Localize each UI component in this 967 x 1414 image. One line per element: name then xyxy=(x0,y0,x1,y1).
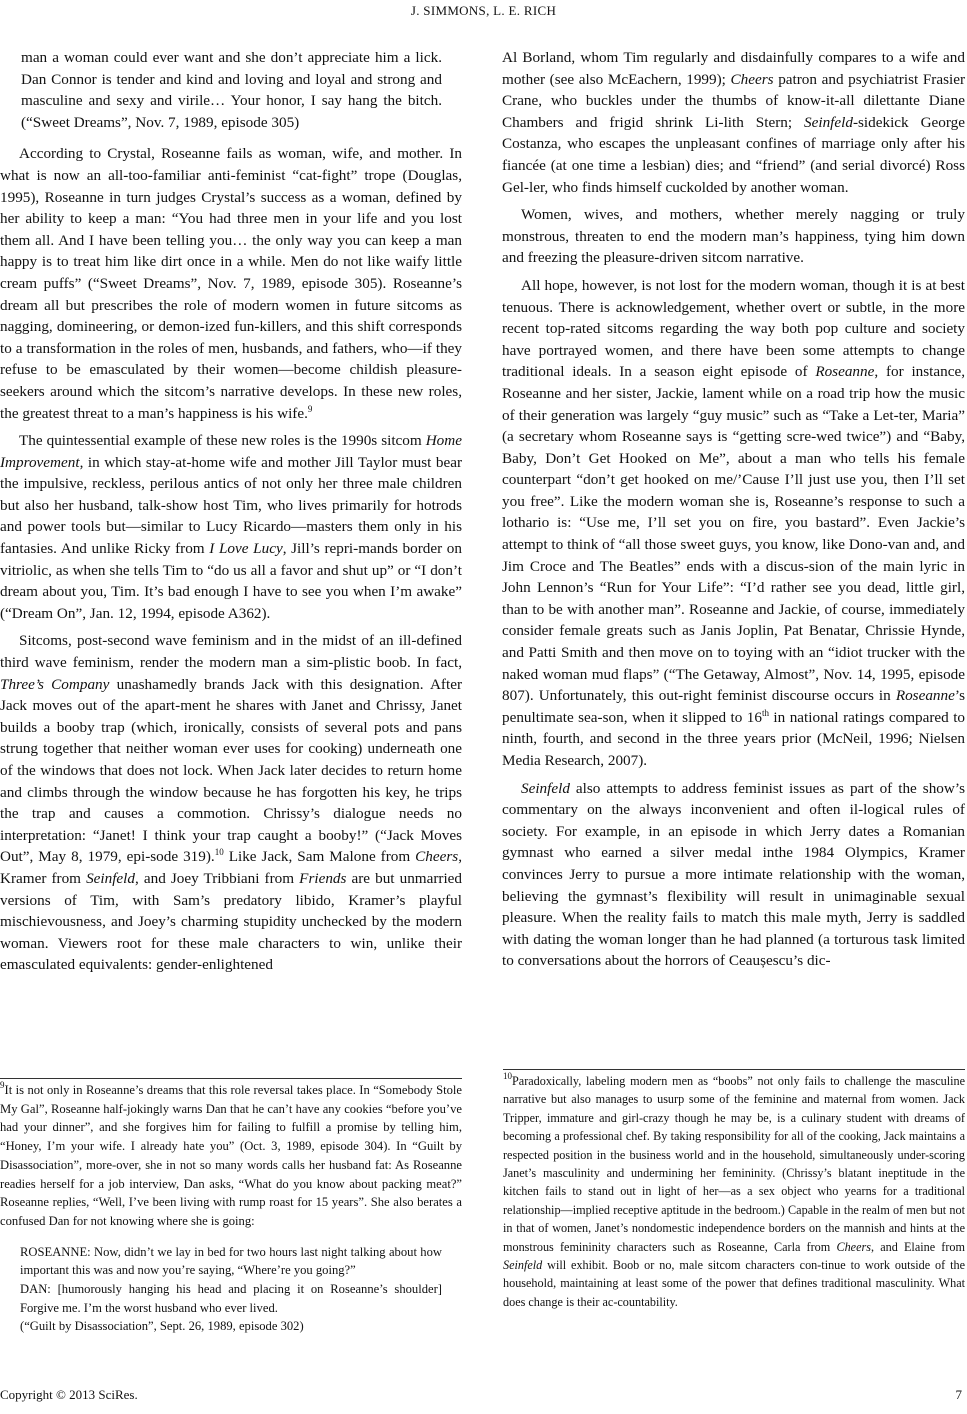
footnote-body: will exhibit. Boob or no, male sitcom characters con-tinue to work outside of the household, maintaining at least some of the power that defines traditional masculinity. What does change is their ac-countability. xyxy=(503,1258,965,1309)
running-head: J. SIMMONS, L. E. RICH xyxy=(410,3,557,18)
show-title: Home Improvement xyxy=(0,432,462,471)
show-title: Seinfeld xyxy=(804,113,853,131)
show-title: Three’s Company xyxy=(0,675,110,693)
show-title: Cheers xyxy=(836,1239,871,1254)
block-quote xyxy=(21,47,442,133)
show-title: Seinfeld xyxy=(521,779,570,797)
show-title: Cheers xyxy=(415,848,459,866)
page-number: 7 xyxy=(955,1387,962,1402)
footnote-ref: 10 xyxy=(214,847,224,858)
paragraph xyxy=(502,204,965,269)
copyright: Copyright © 2013 SciRes. xyxy=(0,1387,138,1402)
footnote-body: It is not only in Roseanne’s dreams that this role reversal takes place. In “Somebody Stole My Gal”, Roseanne half-jokingly warns Dan that he can’t have any cookies “before you’ve had your dinner”, and she forgives him for failing to fulfill a promise by telling him, “Honey, I’m your wife. I already hate you” (Oct. 3, 1989, episode 304). In “Guilt by Disassociation”, more-over, she in not so many words calls her husband fat: As Roseanne readies herself for a job interview, Dan asks, “What do you know about packing meat?” Roseanne replies, “Well, I’ve been living with rump roast for 15 years”. She also berates a confused Dan for not knowing where she is going: xyxy=(0,1083,462,1228)
footnote-9 xyxy=(0,1078,462,1336)
left-column xyxy=(0,47,462,976)
footnote-body: , and Elaine from xyxy=(870,1239,965,1254)
right-column xyxy=(502,47,965,972)
show-title: Roseanne xyxy=(895,687,955,705)
footnote-quote xyxy=(20,1243,442,1337)
ordinal-suffix: th xyxy=(761,707,769,718)
paragraph-text: -sidekick George Costanza, who escapes the unpleasant confines of marriage only after his fiancée (at one time a lesbian) dies; and “friend” (and serial divorcé) Ross Gel-ler, who finds himself cuckolded by another woman. xyxy=(502,113,965,196)
show-title: Roseanne xyxy=(815,363,875,381)
paragraph xyxy=(0,143,462,424)
paragraph-text: According to Crystal, Roseanne fails as woman, wife, and mother. In what is now an all-too-familiar anti-feminist “cat-fight” trope (Douglas, 1995), Roseanne in turn judges Crystal’s success as a woman, defined by her ability to keep a man: “You had three men in your life and you lost them all. And I have been telling you… the only way you can keep a man happy is to treat him like dirt once in a while. Men do not like waify little cream puffs” (“Sweet Dreams”, Nov. 7, 1989, episode 305). Roseanne’s dream all but prescribes the role of modern women in future sitcoms as nagging, domineering, or demon-ized fun-killers, and this shift corresponds to a transformation in the roles of men, husbands, and fathers, who—if they refuse to be emasculated by their women—become childish pleasure-seekers around which the sitcom’s narrative develops. In these new roles, the greatest threat to a man’s happiness is his wife. xyxy=(0,145,462,422)
paragraph xyxy=(0,430,462,624)
paragraph-text: unashamedly brands Jack with this designation. After Jack moves out of the apart-ment he shares with Janet and Chrissy, Janet builds a booby trap (which, ironically, consists of several pots and pans strung together that neither woman ever uses for cooking) underneath one of the windows that does not lock. When Jack later decides to return home and climbs through the window because he has forgotten his key, he trips the trap and causes a commotion. Chrissy’s dialogue needs no interpretation: “Janet! I think your trap caught a booby!” (“Jack Moves Out”, May 8, 1979, epi-sode 319). xyxy=(0,675,463,866)
paragraph xyxy=(502,47,965,198)
show-title: Friends xyxy=(299,869,347,887)
footnote-text xyxy=(503,1072,965,1311)
paragraph-text: , Jill’s repri-mands border on vitriolic, as when she tells Tim to “do us all a favor and shut up” or “I don’t dream about you, Tim. It’s bad enough I have to see you when I’m awake” (“Dream On”, Jan. 12, 1994, episode A362). xyxy=(0,540,462,622)
paragraph-text: in national ratings compared to ninth, fourth, and second in the three years prior (McNeil, 1996; Nielsen Media Research, 2007). xyxy=(502,708,966,769)
paragraph-text: , in which stay-at-home wife and mother Jill Taylor must bear the impulsive, reckless, perilous antics of not only her three male children but also her husband, talk-show host Tim, who lives primarily for hotrods and power tools but—similar to Lucy Ricardo—masters them only in his fantasies. And unlike Ricky from xyxy=(0,453,462,558)
paragraph-text: patron and psychiatrist Frasier Crane, who buckles under the thumbs of know-it-all dilettante Diane Chambers and frigid shrink Li-lith Stern; xyxy=(502,70,966,131)
footnote-text xyxy=(0,1081,462,1231)
paragraph-text: , for instance, Roseanne and her sister, Jackie, lament while on a road trip how the music of their generation was largely “guy music” such as “Take a Let-ter, Maria” (a secretary whom Roseanne says is “getting scre-wed twice”) and “Baby, Baby, Don’t Get Hooked on Me”, about a man who tells his female counterpart “don’t get hooked on me/’Cause I’ll just use you, then I’ll set you free”. Like the modern woman she is, Roseanne’s response to such a lothario is: “Use me, I’ll set you on fire, you bastard”. Even Jackie’s attempt to think of “all those sweet guys, you know, like Dono-van and, and Jim Croce and The Beatles” ends with a discus-sion of the main lyric in John Lennon’s “Run for Your Life”: “I’d rather see you dead, little girl, than to be with another man”. Roseanne and Jackie, of course, immediately consider female greats such as Janis Joplin, Pat Benatar, Chrissie Hynde, and Patti Smith and then move on to toying with an “idiot trucker with the naked woman mud flaps” (“The Getaway, Almost”, Nov. 14, 1995, episode 807). Unfortunately, this out-right feminist discourse occurs in xyxy=(502,363,966,705)
paragraph-text: , and Joey Tribbiani from xyxy=(134,869,300,887)
dialogue-line: DAN: [humorously hanging his head and placing it on Roseanne’s shoulder] Forgive me. I’m the worst husband who ever lived. xyxy=(20,1282,442,1315)
paragraph-text: also attempts to address feminist issues as part of the show’s commentary on the always inconvenient and often il-logical rules of society. For example, in an episode in which Jerry dates a Romanian gymnast who earned a silver medal inthe 1984 Olympics, Kramer convinces Jerry to pursue a more intimate relationship with the woman, believing the gymnast’s flexibility will result in unimaginable sexual pleasure. When the reality fails to match this male myth, Jerry is saddled with dating the woman longer than he had planned (a torturous task limited to conversations about the horrors of Ceaușescu’s dic- xyxy=(502,779,965,970)
paragraph-text: Like Jack, Sam Malone from xyxy=(223,848,416,866)
show-title: Cheers xyxy=(730,70,774,88)
footnote-body: Paradoxically, labeling modern men as “boobs” not only fails to challenge the masculine narrative but also manages to usurp some of the feminine and maternal from women. Jack Tripper, immature and girl-crazy though he may be, is a culinary student with dreams of becoming a professional chef. By taking responsibility for all of the cooking, Jack maintains a respected position in the business world and in the household, simultaneously under-scoring Janet’s masculinity and undermining her femininity. (Chrissy’s blatant ineptitude in the kitchen fails to stand out in light of her—as a sex object who yearns for a traditional relationship—implied receptive aptitude in the bedroom.) Capable in the realm of men but not in that of women, Janet’s nondomestic independence borders on the mannish and hints at the monstrous femininity characters such as Roseanne, Carla from xyxy=(503,1074,965,1254)
paragraph-text: Sitcoms, post-second wave feminism and in the midst of an ill-defined third wave feminism, render the modern man a sim-plistic boob. In fact, xyxy=(0,632,462,672)
block-quote-text: man a woman could ever want and she don’t appreciate him a lick. Dan Connor is tender and kind and loving and loyal and strong and masculine and sexy and virile… Your honor, I say hang the bitch. (“Sweet Dreams”, Nov. 7, 1989, episode 305) xyxy=(21,49,442,131)
footnote-number: 10 xyxy=(503,1071,512,1081)
footnote-rule xyxy=(503,1069,965,1070)
paragraph xyxy=(502,778,965,972)
footnote-10 xyxy=(503,1069,965,1311)
paragraph-text: All hope, however, is not lost for the modern woman, though it is at best tenuous. There is acknowledgement, whether overt or subtle, in the more recent top-rated sitcoms regarding the way both pop culture and society have portrayed women, and there have been some attempts to change traditional ideals. In a season eight episode of xyxy=(502,276,965,381)
paragraph xyxy=(0,630,462,976)
show-title: Seinfeld xyxy=(503,1258,543,1273)
dialogue-line: ROSEANNE: Now, didn’t we lay in bed for two hours last night talking about how important this was and now you’re saying, “Where’re you going?” xyxy=(20,1244,442,1278)
paragraph-text: Al Borland, whom Tim regularly and disdainfully compares to a wife and mother (see also McEachern, 1999); xyxy=(502,49,965,88)
paragraph xyxy=(502,275,965,772)
footnote-ref: 9 xyxy=(307,403,313,414)
show-title: I Love Lucy xyxy=(209,540,283,558)
paragraph-text: The quintessential example of these new roles is the 1990s sitcom xyxy=(19,432,426,450)
footnote-rule xyxy=(0,1078,462,1079)
show-title: Seinfeld xyxy=(86,869,135,887)
footnote-number: 9 xyxy=(0,1080,5,1090)
citation-line: (“Guilt by Disassociation”, Sept. 26, 1989, episode 302) xyxy=(20,1319,304,1334)
paragraph-text: ’s penultimate sea-son, when it slipped to 16 xyxy=(502,687,965,726)
paragraph-text: are but unmarried versions of Tim, with Sam’s predatory libido, Kramer’s playful mischievousness, and Joey’s charming stupidity unchecked by the modern woman. Viewers root for these male characters to win, unlike their emasculated equivalents: gender-enlightened xyxy=(0,869,463,974)
paragraph-text: , Kramer from xyxy=(0,848,462,887)
paragraph-text: Women, wives, and mothers, whether merely nagging or truly monstrous, threaten to end the modern man’s happiness, tying him down and freezing the pleasure-driven sitcom narrative. xyxy=(502,206,965,267)
